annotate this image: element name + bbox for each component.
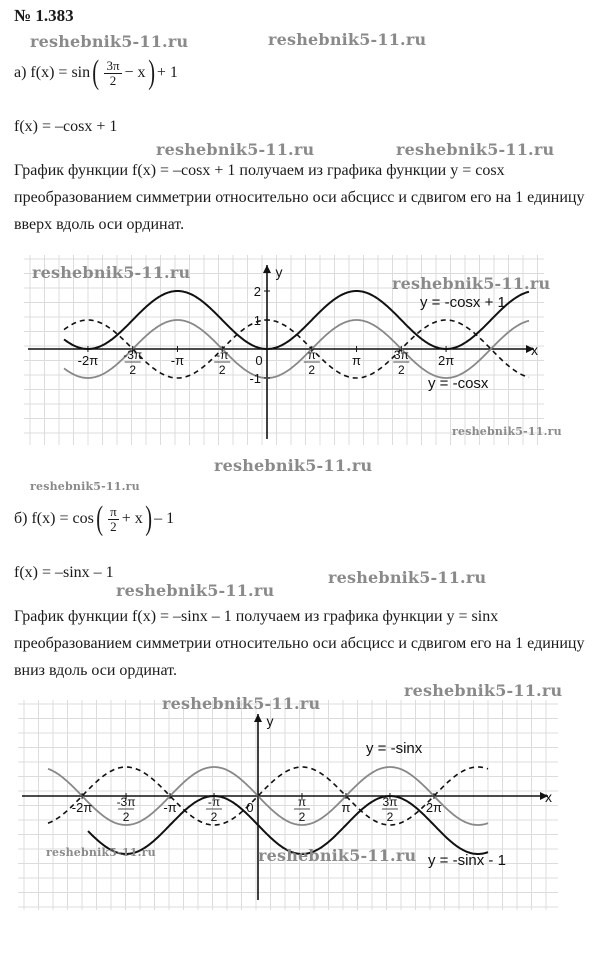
paren-close: ) — [147, 54, 155, 91]
fraction-denominator: 2 — [110, 518, 117, 534]
x-tick-label: 0 — [255, 353, 263, 368]
part-b-formula — [14, 500, 175, 537]
watermark: reshebnik5-11.ru — [452, 425, 562, 438]
watermark: reshebnik5-11.ru — [116, 581, 275, 600]
x-tick-label: 2 — [122, 810, 130, 824]
problem-number: № 1.383 — [14, 6, 74, 25]
x-tick-label: π — [297, 795, 307, 809]
y-axis-label: y — [266, 713, 274, 729]
label-reference-curve: y = -sinx — [366, 740, 423, 757]
x-tick-label: π — [341, 800, 351, 815]
watermark: reshebnik5-11.ru — [392, 274, 551, 293]
watermark: reshebnik5-11.ru — [258, 846, 417, 865]
x-tick-label: 0 — [246, 800, 254, 815]
x-tick-label: 2 — [218, 363, 226, 377]
x-tick-label: 2 — [386, 810, 394, 824]
x-tick-label: 3π — [382, 795, 398, 809]
fraction-numerator: π — [110, 503, 117, 519]
x-tick-label: π — [307, 348, 316, 362]
label-main-curve: y = -sinx - 1 — [428, 852, 506, 869]
x-tick-label: -π — [163, 800, 177, 815]
watermark: reshebnik5-11.ru — [328, 568, 487, 587]
part-a-inner: − x — [124, 64, 146, 81]
part-b-paragraph: График функции f(x) = –sinx – 1 получаем из графика функции y = sinx преобразованием симметрии относительно оси абсцисс и сдвигом его на 1 единицу вниз вдоль оси ординат. — [14, 608, 585, 679]
part-b-tail: – 1 — [154, 510, 175, 527]
part-b-fraction — [108, 505, 119, 534]
watermark: reshebnik5-11.ru — [268, 30, 427, 49]
y-tick-label: -1 — [249, 371, 261, 386]
fraction-denominator: 2 — [109, 72, 117, 88]
x-tick-label: 2 — [129, 363, 137, 377]
x-axis-label: x — [545, 789, 552, 805]
part-b-simplified: f(x) = –sinx – 1 — [14, 564, 114, 581]
watermark: reshebnik5-11.ru — [214, 456, 373, 475]
x-tick-label: 2π — [425, 800, 443, 815]
part-a-fraction — [104, 59, 121, 88]
label-reference-curve: y = -cosx — [428, 375, 489, 392]
paren-open: ( — [96, 500, 103, 537]
y-axis-arrow — [263, 265, 271, 273]
part-a-simplified: f(x) = –cosx + 1 — [14, 118, 118, 135]
paren-close: ) — [145, 500, 152, 537]
watermark: reshebnik5-11.ru — [396, 140, 555, 159]
x-tick-label: -π — [216, 348, 229, 362]
watermark: reshebnik5-11.ru — [156, 140, 315, 159]
x-tick-label: -2π — [71, 800, 93, 815]
part-a-label: а) f(x) = sin — [14, 64, 91, 81]
x-tick-label: π — [352, 353, 362, 368]
watermark: reshebnik5-11.ru — [30, 32, 189, 51]
y-tick-label: 2 — [253, 284, 261, 299]
x-tick-label: -π — [207, 795, 221, 809]
x-axis-label: x — [531, 342, 538, 358]
fraction-numerator: 3π — [106, 57, 120, 73]
x-tick-label: -π — [170, 353, 185, 368]
paren-open: ( — [92, 54, 100, 91]
x-tick-label: -2π — [77, 353, 99, 368]
x-tick-label: 2π — [437, 353, 455, 368]
y-tick-label: 1 — [253, 313, 261, 328]
x-tick-label: 2 — [308, 363, 316, 377]
x-tick-label: -3π — [123, 348, 143, 362]
part-a-tail: + 1 — [156, 64, 178, 81]
part-a-paragraph: График функции f(x) = –cosx + 1 получаем из графика функции y = cosx преобразованием симметрии относительно оси абсцисс и сдвигом его на 1 единицу вверх вдоль оси ординат. — [14, 162, 585, 233]
label-main-curve: y = -cosx + 1 — [420, 294, 506, 311]
watermark: reshebnik5-11.ru — [404, 681, 563, 700]
x-tick-label: 2 — [210, 810, 218, 824]
x-tick-label: 2 — [397, 363, 405, 377]
y-axis-label: y — [275, 264, 283, 280]
part-b-inner: + x — [121, 510, 143, 527]
part-b-label: б) f(x) = cos — [14, 510, 94, 527]
watermark: reshebnik5-11.ru — [162, 694, 321, 713]
x-tick-label: -3π — [116, 795, 136, 809]
watermark: reshebnik5-11.ru — [32, 263, 191, 282]
x-tick-label: 2 — [298, 810, 306, 824]
x-tick-label: 3π — [393, 348, 409, 362]
part-a-formula — [14, 54, 178, 91]
graph-b — [18, 700, 558, 910]
watermark: reshebnik5-11.ru — [46, 846, 156, 859]
watermark: reshebnik5-11.ru — [30, 480, 140, 493]
